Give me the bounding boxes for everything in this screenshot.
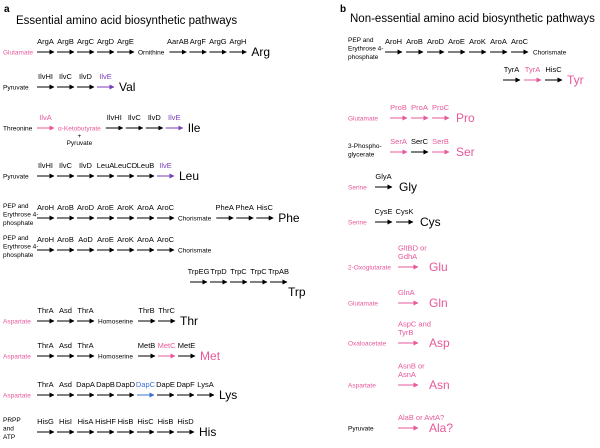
enzyme-label: LeuCD — [113, 161, 138, 170]
enzyme-label: GdhA — [398, 252, 418, 261]
substrate-label-gly: Serine — [348, 184, 367, 192]
enzyme-label: Asd — [59, 341, 72, 350]
substrate-label-thr: Aspartate — [3, 318, 31, 326]
enzyme-label: ThrA — [37, 341, 54, 350]
panel-a-pathways — [3, 37, 306, 441]
enzyme-label: AroK — [117, 235, 134, 244]
enzyme-label: HisC — [545, 65, 562, 74]
substrate-label-ser: glycerate — [348, 151, 375, 159]
enzyme-label: ProB — [390, 103, 407, 112]
pathway-row-leu — [3, 161, 199, 183]
substrate-label-his: and — [3, 425, 14, 433]
pathway-row-met — [3, 341, 221, 363]
enzyme-label: CysK — [395, 207, 414, 216]
product-label-ile: Ile — [187, 121, 201, 135]
pathway-row-asp — [348, 320, 450, 351]
enzyme-label: AroB — [57, 203, 74, 212]
product-label-phe: Phe — [278, 211, 300, 225]
pathway-row-arg — [3, 37, 270, 59]
enzyme-label: AroH — [36, 235, 55, 244]
enzyme-label: ArgE — [117, 37, 134, 46]
enzyme-label: GltBD or — [398, 243, 427, 253]
substrate-label-chor: PEP and — [3, 235, 29, 242]
pathway-row-tyr — [503, 65, 584, 87]
enzyme-label: ThrA — [77, 341, 94, 350]
panel-a-label: a — [4, 4, 10, 15]
enzyme-label: AroA — [137, 203, 154, 212]
enzyme-label: AoD — [78, 235, 93, 244]
enzyme-label: AroC — [510, 37, 529, 46]
enzyme-label: TyrA — [524, 65, 541, 74]
enzyme-label: AroA — [137, 235, 154, 244]
enzyme-label: AspC and — [398, 319, 431, 329]
panel-b-title: Non-essential amino acid biosynthetic pathways — [350, 13, 595, 25]
enzyme-label: IlvC — [59, 161, 72, 170]
panel-a-title: Essential amino acid biosynthetic pathways — [16, 15, 238, 27]
product-label-val: Val — [119, 80, 136, 94]
product-label-his: His — [199, 425, 217, 439]
substrate-label-leu: Pyruvate — [3, 173, 29, 181]
enzyme-label: ThrA — [37, 306, 54, 315]
product-label-chor: Chorismate — [178, 247, 212, 255]
enzyme-label: ArgC — [76, 37, 95, 46]
enzyme-label: CysE — [374, 207, 393, 216]
enzyme-label: AarAB — [167, 37, 189, 46]
product-label-arg: Arg — [251, 45, 271, 59]
substrate-label-chorismate: phosphate — [348, 54, 379, 61]
enzyme-label: DapF — [176, 380, 195, 389]
product-label-asn: Asn — [429, 378, 450, 392]
enzyme-label: HisG — [37, 417, 54, 426]
enzyme-label: LeuB — [136, 161, 155, 170]
enzyme-label: AroK — [469, 37, 486, 46]
enzyme-label: IlvHI — [38, 72, 53, 81]
product-label-ala: Ala? — [429, 421, 454, 435]
substrate-label-phe: PEP and — [3, 203, 29, 210]
enzyme-label: HisC — [256, 203, 273, 212]
enzyme-label: AroE — [97, 235, 114, 244]
pathway-row-his — [3, 417, 216, 441]
intermediate-plus: + — [77, 133, 82, 140]
panel-b-label: b — [340, 4, 347, 15]
substrate-label-asn: Aspartate — [348, 382, 376, 390]
enzyme-label: IlvC — [127, 113, 141, 122]
substrate-label-ser: 3-Phospho- — [348, 143, 382, 150]
enzyme-label: IlvD — [79, 72, 92, 81]
substrate-label-chor: phosphate — [3, 252, 34, 259]
product-label-gln: Gln — [429, 296, 448, 310]
intermediate-label: Homoserine — [98, 318, 134, 326]
substrate-label-gln: Glutamate — [348, 300, 378, 308]
product-label-pro: Pro — [456, 111, 475, 125]
enzyme-label: AroB — [57, 235, 74, 244]
enzyme-label: ArgB — [57, 37, 74, 46]
pathway-row-gly — [348, 172, 417, 194]
enzyme-label: IlvHI — [38, 161, 53, 170]
enzyme-label: AlaB or AvtA? — [398, 413, 445, 422]
enzyme-label: HisA — [77, 417, 94, 426]
intermediate-label: Chorismate — [178, 215, 212, 223]
intermediate-label: α-Ketobutyrate — [58, 125, 101, 133]
substrate-label-chorismate: PEP and — [348, 37, 374, 44]
substrate-label-his: ATP — [3, 434, 16, 441]
enzyme-label: AroE — [448, 37, 465, 46]
panel-b-pathways — [348, 37, 584, 435]
enzyme-label: HisC — [137, 417, 154, 426]
enzyme-label: HisHF — [95, 417, 116, 426]
pathway-row-chorismate — [348, 37, 567, 61]
enzyme-label: AroK — [117, 203, 134, 212]
substrate-label-lys: Aspartate — [3, 392, 31, 400]
pathway-row-thr — [3, 306, 198, 328]
pathway-row-pro — [348, 103, 475, 125]
enzyme-label: IlvA — [39, 113, 52, 122]
substrate-label-glu: 2-Oxoglutarate — [348, 264, 391, 272]
intermediate-label: Homoserine — [98, 353, 134, 361]
pathway-row-chor — [3, 235, 212, 259]
substrate-label-pro: Glutamate — [348, 115, 378, 123]
pathway-row-val — [3, 72, 135, 94]
enzyme-label: IlvE — [168, 113, 181, 122]
pathway-row-phe — [3, 203, 300, 227]
enzyme-label: IlvE — [159, 161, 172, 170]
pathway-row-glu — [348, 244, 448, 275]
pathway-row-ile — [3, 113, 201, 147]
product-label-met: Met — [200, 349, 221, 363]
enzyme-label: ProC — [431, 103, 450, 112]
enzyme-label: TrpAB — [268, 267, 289, 276]
substrate-label-chorismate: Erythrose 4- — [348, 45, 384, 53]
substrate-label-val: Pyruvate — [3, 84, 29, 92]
enzyme-label: ProA — [411, 103, 428, 112]
product-label-thr: Thr — [180, 314, 199, 328]
substrate-label-phe: Erythrose 4- — [3, 211, 39, 219]
enzyme-label: AroE — [97, 203, 114, 212]
enzyme-label: SerC — [410, 137, 429, 146]
enzyme-label: AroA — [490, 37, 507, 46]
enzyme-label: DapC — [135, 380, 156, 389]
enzyme-label: AroD — [426, 37, 445, 46]
enzyme-label: MetE — [177, 341, 196, 350]
product-label-leu: Leu — [179, 169, 200, 183]
enzyme-label: DapA — [76, 380, 95, 389]
enzyme-label: TrpD — [210, 267, 227, 276]
enzyme-label: HisI — [59, 417, 72, 426]
enzyme-label: TrpEG — [187, 267, 210, 276]
enzyme-label: ThrA — [37, 380, 54, 389]
pathway-row-ala — [348, 413, 453, 435]
substrate-label-ile: Threonine — [3, 125, 33, 133]
enzyme-label: ArgA — [37, 37, 54, 46]
substrate-label-cys: Serine — [348, 219, 367, 227]
enzyme-label: DapB — [96, 380, 115, 389]
pathway-row-trp — [188, 267, 306, 299]
enzyme-label: ThrA — [77, 306, 94, 315]
product-label-asp: Asp — [429, 336, 450, 350]
pathway-row-cys — [348, 207, 441, 229]
enzyme-label: GlnA — [398, 288, 415, 297]
enzyme-label: Asd — [59, 306, 72, 315]
substrate-label-ala: Pyruvate — [348, 425, 374, 433]
enzyme-label: AroC — [156, 235, 175, 244]
pathway-row-asn — [348, 362, 450, 393]
intermediate-label: Ornithine — [138, 49, 165, 57]
product-label-glu: Glu — [429, 260, 448, 274]
enzyme-label: AroB — [406, 37, 423, 46]
product-label-lys: Lys — [219, 388, 238, 402]
enzyme-label: TrpC — [250, 267, 267, 276]
substrate-label-asp: Oxaloacetate — [348, 340, 387, 348]
enzyme-label: PheA — [235, 203, 254, 212]
product-label-trp: Trp — [288, 285, 306, 299]
substrate-label-arg: Glutamate — [3, 49, 33, 57]
enzyme-label: MetC — [157, 341, 176, 350]
enzyme-label: TyrA — [503, 65, 520, 74]
product-label-tyr: Tyr — [567, 73, 584, 87]
substrate-label-phe: phosphate — [3, 220, 34, 227]
enzyme-label: SerA — [390, 137, 407, 146]
substrate-label-met: Aspartate — [3, 353, 31, 361]
enzyme-label: IlvD — [79, 161, 92, 170]
intermediate-cosubstrate: Pyruvate — [66, 140, 93, 147]
pathway-row-lys — [3, 380, 237, 402]
product-label-ser: Ser — [456, 145, 475, 159]
enzyme-label: HisB — [157, 417, 174, 426]
enzyme-label: ThrC — [158, 306, 175, 315]
enzyme-label: AroD — [76, 203, 95, 212]
enzyme-label: DapD — [115, 380, 136, 389]
enzyme-label: Asd — [59, 380, 72, 389]
enzyme-label: IlvD — [147, 113, 161, 122]
enzyme-label: AroH — [36, 203, 55, 212]
substrate-label-his: PRPP — [3, 417, 21, 424]
enzyme-label: LysA — [197, 380, 214, 389]
enzyme-label: IlvHI — [106, 113, 122, 122]
enzyme-label: LeuA — [96, 161, 115, 170]
enzyme-label: AroC — [156, 203, 175, 212]
product-label-chorismate: Chorismate — [533, 49, 567, 57]
enzyme-label: IlvC — [59, 72, 72, 81]
pathway-row-ser — [348, 137, 475, 159]
enzyme-label: AsnA — [398, 370, 416, 379]
enzyme-label: TyrB — [398, 328, 414, 337]
enzyme-label: TrpC — [230, 267, 247, 276]
enzyme-label: PheA — [215, 203, 234, 212]
enzyme-label: MetB — [137, 341, 156, 350]
enzyme-label: ThrB — [138, 306, 155, 315]
enzyme-label: HisB — [117, 417, 134, 426]
enzyme-label: IlvE — [99, 72, 112, 81]
enzyme-label: GlyA — [375, 172, 392, 181]
product-label-gly: Gly — [399, 180, 417, 194]
enzyme-label: ArgD — [96, 37, 115, 46]
pathway-row-gln — [348, 288, 448, 310]
substrate-label-chor: Erythrose 4- — [3, 243, 39, 251]
product-label-cys: Cys — [420, 215, 441, 229]
enzyme-label: DapE — [156, 380, 175, 389]
enzyme-label: ArgG — [209, 37, 227, 46]
enzyme-label: ArgH — [229, 37, 247, 46]
enzyme-label: AsnB or — [398, 361, 425, 371]
enzyme-label: SerB — [432, 137, 449, 146]
enzyme-label: HisD — [177, 417, 194, 426]
enzyme-label: AroH — [384, 37, 403, 46]
enzyme-label: ArgF — [189, 37, 207, 46]
